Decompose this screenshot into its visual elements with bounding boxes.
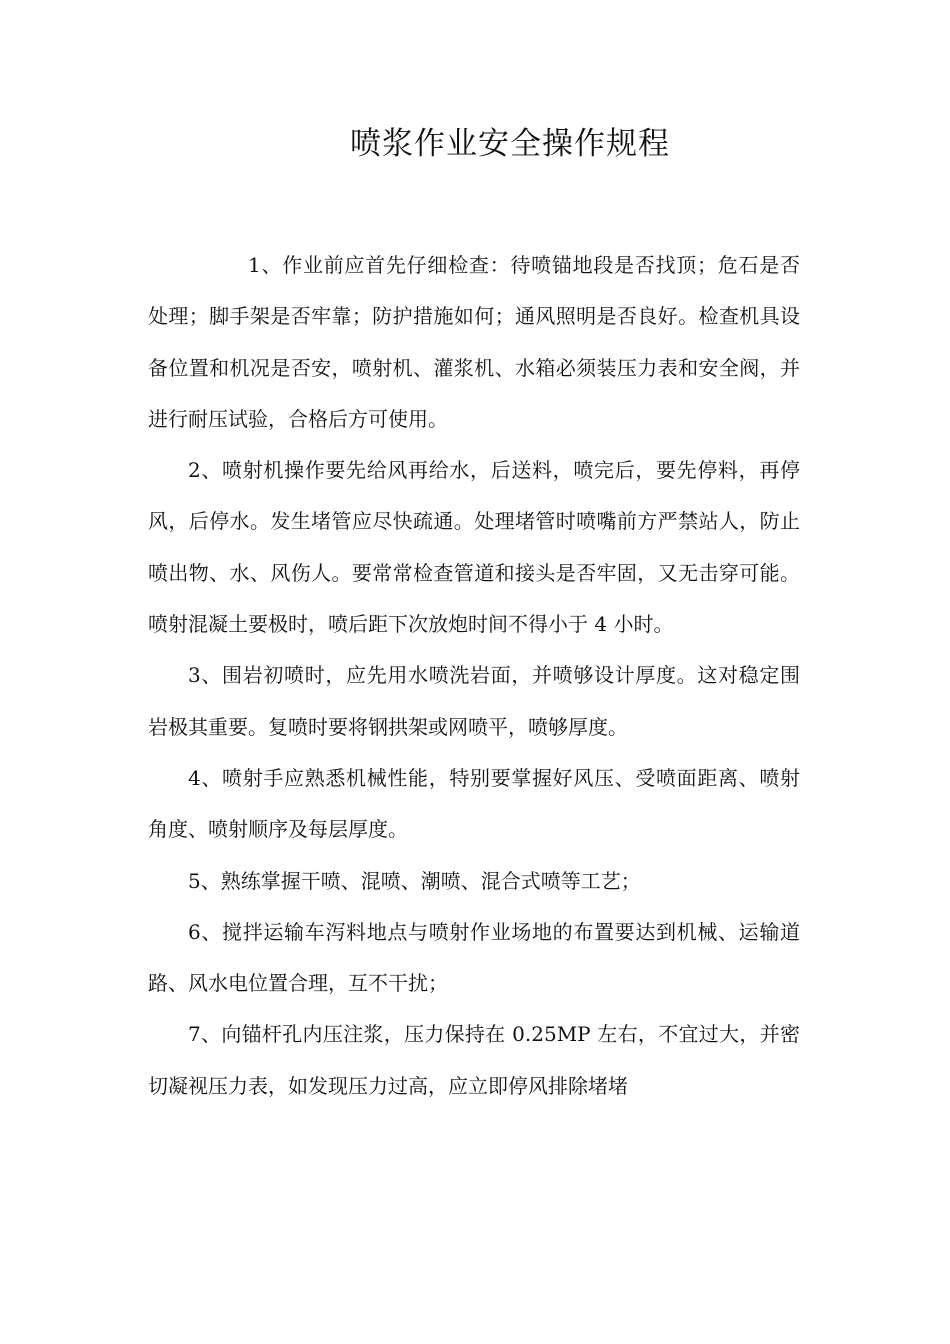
paragraph-4: 4、喷射手应熟悉机械性能，特别要掌握好风压、受喷面距离、喷射角度、喷射顺序及每层厚度。 <box>148 765 800 842</box>
document-body <box>148 240 800 1112</box>
paragraph-5: 5、熟练掌握干喷、混喷、潮喷、混合式喷等工艺； <box>188 868 641 893</box>
paragraph-1: 1、作业前应首先仔细检查：待喷锚地段是否找顶；危石是否处理；脚手架是否牢靠；防护措施如何；通风照明是否良好。检查机具设备位置和机况是否安，喷射机、灌浆机、水箱必须装压力表和安全阀，并进行耐压试验，合格后方可使用。 <box>148 253 800 431</box>
document-title: 喷浆作业安全操作规程 <box>350 126 670 162</box>
paragraph-2: 2、喷射机操作要先给风再给水，后送料，喷完后，要先停料，再停风，后停水。发生堵管应尽快疏通。处理堵管时喷嘴前方严禁站人，防止喷出物、水、风伤人。要常常检查管道和接头是否牢固，又无击穿可能。喷射混凝土要极时，喷后距下次放炮时间不得小于 4 小时。 <box>148 458 800 637</box>
paragraph-7: 7、向锚杆孔内压注浆，压力保持在 0.25MP 左右，不宜过大，并密切凝视压力表，如发现压力过高，应立即停风排除堵堵 <box>148 1022 800 1098</box>
paragraph-3: 3、围岩初喷时，应先用水喷洗岩面，并喷够设计厚度。这对稳定围岩极其重要。复喷时要将钢拱架或网喷平，喷够厚度。 <box>148 663 800 739</box>
paragraph-6: 6、搅拌运输车泻料地点与喷射作业场地的布置要达到机械、运输道路、风水电位置合理，互不干扰； <box>148 919 800 996</box>
